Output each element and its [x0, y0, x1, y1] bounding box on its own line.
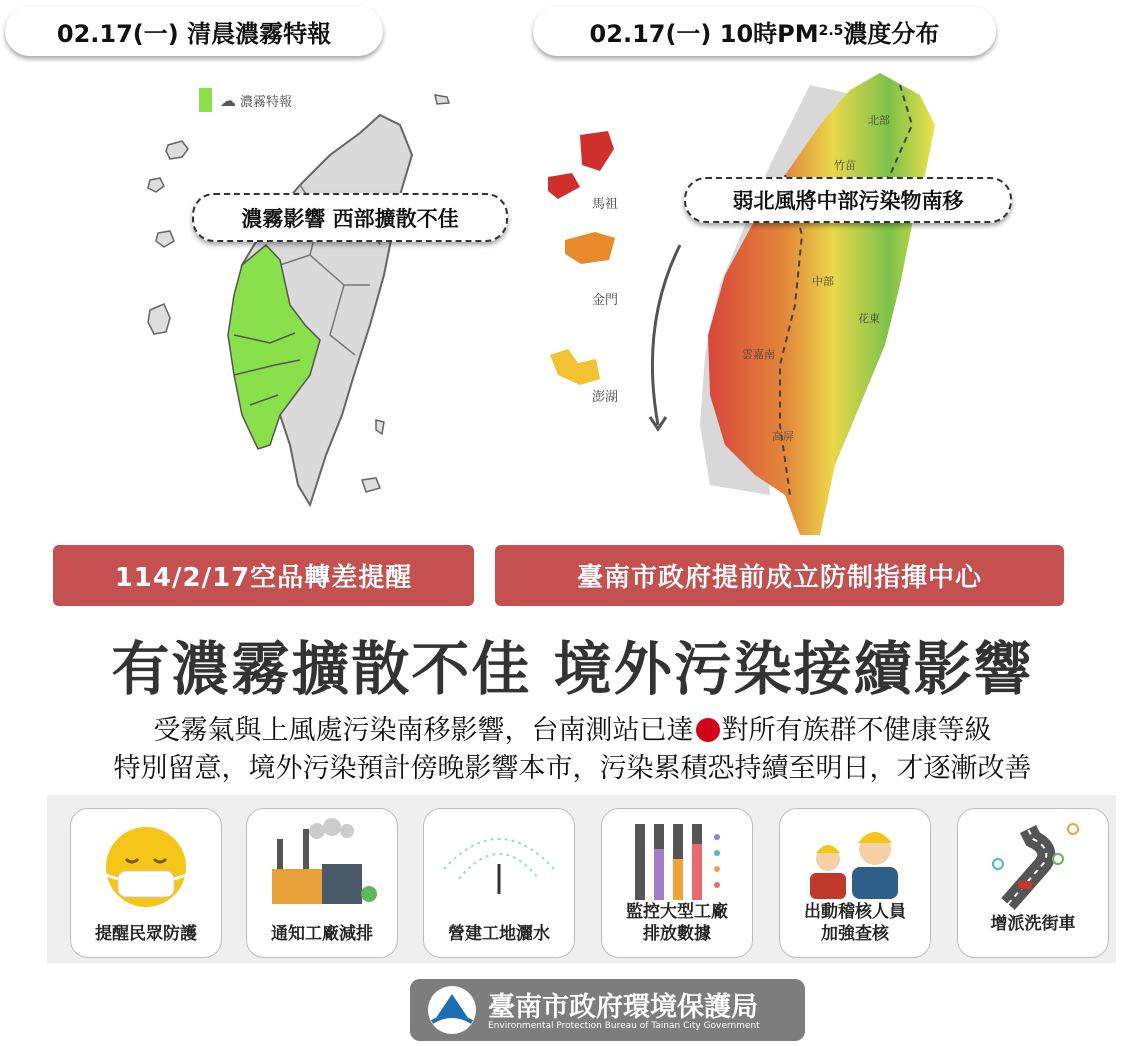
action-label-factory: 通知工廠減排 — [271, 924, 373, 944]
fog-map-title: 02.17(一) 清晨濃霧特報 — [5, 6, 383, 56]
pm25-callout: 弱北風將中部污染物南移 — [684, 177, 1012, 223]
action-label-inspect-2: 加強查核 — [821, 924, 889, 944]
pm25-title-main: 02.17(一) 10時PM — [589, 19, 819, 48]
body-line-1-b: 對所有族群不健康等級 — [721, 715, 992, 746]
label-yunjianan: 雲嘉南 — [742, 348, 775, 361]
fog-map — [130, 85, 470, 525]
action-label-sprinkle: 營建工地灑水 — [448, 924, 550, 944]
mask-face-icon — [71, 809, 221, 919]
body-line-2: 特別留意，境外污染預計傍晚影響本市，污染累積恐持續至明日，才逐漸改善 — [113, 753, 1032, 784]
action-label-monitor — [602, 901, 752, 945]
action-label-protect: 提醒民眾防護 — [95, 924, 197, 944]
action-card-street-wash — [957, 808, 1109, 958]
action-card-sprinkle — [423, 808, 575, 958]
fog-cloud-icon: ☁ — [220, 90, 236, 110]
action-label-inspect-1: 出動稽核人員 — [804, 902, 906, 922]
action-label-inspect — [780, 901, 930, 945]
pm25-title-sub: 2.5 — [818, 23, 844, 39]
label-penghu: 澎湖 — [592, 390, 619, 405]
epb-name-en: Environmental Protection Bureau of Tainan City Government — [488, 1021, 760, 1031]
body-line-1-a: 受霧氣與上風處污染南移影響，台南測站已達 — [153, 715, 694, 746]
label-central: 中部 — [812, 275, 834, 288]
command-center-banner: 臺南市政府提前成立防制指揮中心 — [495, 545, 1064, 606]
air-quality-reminder-banner: 114/2/17空品轉差提醒 — [53, 545, 474, 606]
headline: 有濃霧擴散不佳 境外污染接續影響 — [111, 635, 1034, 703]
fog-legend-label: 濃霧特報 — [240, 94, 293, 110]
body-line-1 — [0, 708, 1145, 747]
sprinkler-icon — [424, 809, 574, 919]
label-hualien: 花東 — [858, 312, 880, 325]
label-north: 北部 — [868, 114, 890, 127]
factory-icon — [247, 809, 397, 919]
action-card-factory — [246, 808, 398, 958]
label-kaoping: 高屏 — [772, 430, 794, 443]
fog-callout: 濃霧影響 西部擴散不佳 — [192, 193, 508, 242]
label-kinmen: 金門 — [592, 293, 619, 308]
red-alert-dot-icon — [696, 718, 720, 742]
label-zhuzhu: 竹苗 — [834, 159, 856, 172]
epb-emblem-icon — [422, 980, 482, 1040]
action-card-protect — [70, 808, 222, 958]
action-label-monitor-2: 排放數據 — [643, 924, 711, 944]
action-card-inspect — [779, 808, 931, 958]
epb-logo — [410, 979, 805, 1041]
pm25-title-tail: 濃度分布 — [843, 19, 940, 48]
action-card-monitor — [601, 808, 753, 958]
epb-name: 臺南市政府環境保護局 — [488, 992, 758, 1023]
road-icon — [958, 809, 1108, 919]
pm25-map-title — [533, 6, 996, 56]
label-matsu: 馬祖 — [592, 197, 619, 212]
action-label-monitor-1: 監控大型工廠 — [626, 902, 728, 922]
action-label-street-wash: 增派洗街車 — [990, 914, 1076, 934]
